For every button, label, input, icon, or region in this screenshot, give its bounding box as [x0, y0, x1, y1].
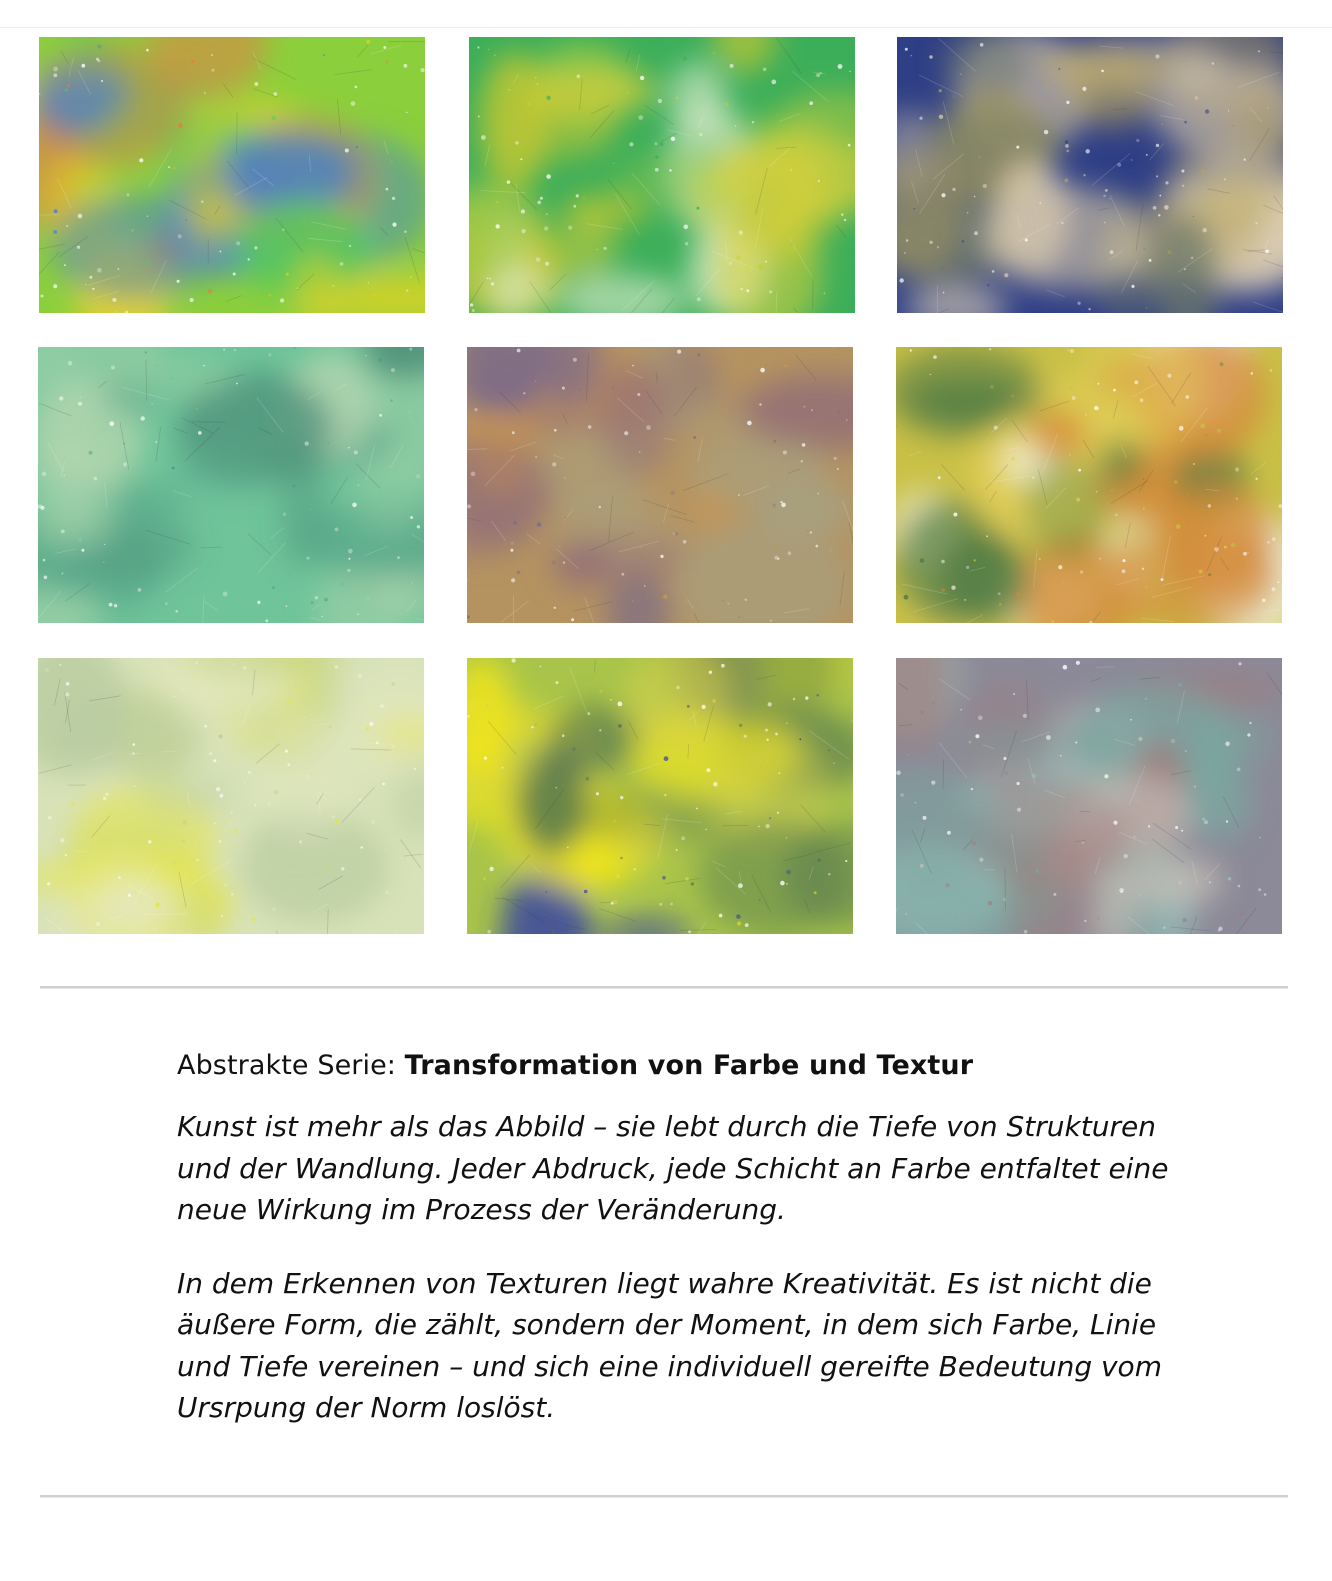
artwork-5: [467, 347, 853, 623]
artwork-9: [896, 658, 1282, 934]
series-heading: [177, 1046, 1177, 1086]
artwork-8-canvas: [467, 658, 853, 934]
artwork-1-canvas: [39, 37, 425, 313]
description-block: [177, 1046, 1177, 1461]
artwork-5-canvas: [467, 347, 853, 623]
artwork-7: [38, 658, 424, 934]
divider-bottom: [40, 1495, 1288, 1498]
paragraph-2: In dem Erkennen von Texturen liegt wahre Kreativität. Es ist nicht die äußere Form, die zählt, sondern der Moment, in dem sich Farbe, Linie und Tiefe vereinen – und sich eine individuell gereifte Bedeutung vom Ursrpung der Norm loslöst.: [177, 1266, 1162, 1424]
series-title: Transformation von Farbe und Textur: [404, 1050, 974, 1081]
artwork-1: [39, 37, 425, 313]
artwork-6: [896, 347, 1282, 623]
artwork-8: [467, 658, 853, 934]
artwork-4: [38, 347, 424, 623]
artwork-3-canvas: [897, 37, 1283, 313]
artwork-6-canvas: [896, 347, 1282, 623]
divider-top: [40, 986, 1288, 989]
artwork-4-canvas: [38, 347, 424, 623]
series-label: Abstrakte Serie:: [177, 1050, 405, 1081]
artwork-2: [469, 37, 855, 313]
artwork-7-canvas: [38, 658, 424, 934]
paragraph-1: Kunst ist mehr als das Abbild – sie lebt durch die Tiefe von Strukturen und der Wandlung. Jeder Abdruck, jede Schicht an Farbe entfaltet eine neue Wirkung im Prozess der Veränderung.: [177, 1110, 1169, 1226]
artwork-3: [897, 37, 1283, 313]
artwork-9-canvas: [896, 658, 1282, 934]
artwork-2-canvas: [469, 37, 855, 313]
